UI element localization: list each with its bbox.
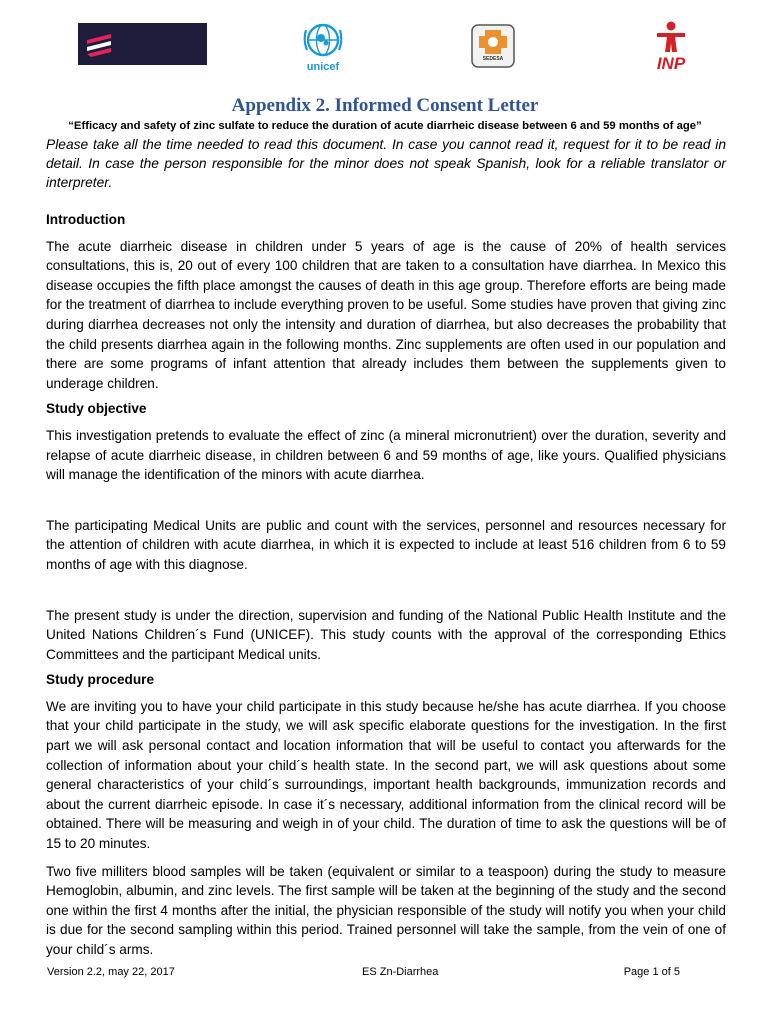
introduction-heading: Introduction (46, 212, 126, 227)
insp-logo (78, 23, 207, 65)
procedure-paragraph-1: We are inviting you to have your child participate in this study because he/she has acute diarrhea. If you choose that your child participate in the study, we will ask specific elaborate questions for the investigation. In the first part we will ask personal contact and location information that will be useful to contact you afterwards for the collection of information about your child´s health state. In the second part, we will ask questions about some general characteristics of your child´s surroundings, important health backgrounds, immunization records and about the current diarrheic episode. In case it´s necessary, additional information from the clinical record will be obtained. There will be measuring and weigh in of your child. The duration of time to ask the questions will be of 15 to 20 minutes. (46, 698, 726, 852)
document-title: Appendix 2. Informed Consent Letter (231, 95, 539, 116)
document-body (46, 135, 726, 960)
introduction-paragraph: The acute diarrheic disease in children under 5 years of age is the cause of 20% of health services consultations, this is, 20 out of every 100 children that are taken to a consultation have diarrhea. In Mexico this disease occupies the fifth place amongst the causes of death in this age group. Therefore efforts are being made for the treatment of diarrhea to include everything proven to be useful. Some studies have proven that giving zinc during diarrhea decreases not only the intensity and duration of diarrhea, but also decreases the probability that the child presents diarrhea again in the following months. Zinc supplements are often used in our population and there are some programs of infant attention that already includes them between the supplements given to underage children. (46, 238, 726, 391)
procedure-heading: Study procedure (46, 672, 155, 688)
procedure-paragraph-2: Two five milliters blood samples will be taken (equivalent or similar to a teaspoon) during the study to measure Hemoglobin, albumin, and zinc levels. The first sample will be taken at the beginning of the study and the second one within the first 4 months after the initial, the physician responsible of the study will notify you when your child is due for the second sampling within this period. Trained personnel will take the sample, from the vein of one of your child´s arms. (46, 863, 726, 957)
unicef-logo-text: unicef (306, 61, 340, 73)
logo-bar (0, 20, 770, 72)
footer-page-number: Page 1 of 5 (623, 966, 680, 978)
objective-paragraph-1: This investigation pretends to evaluate the effect of zinc (a mineral micronutrient) over the duration, severity and relapse of acute diarrheic disease, in children between 6 and 59 months of age, like yours. Qualified physicians will manage the identification of the minors with acute diarrhea. (46, 427, 726, 483)
inp-logo (651, 20, 691, 72)
inp-figure-icon (651, 20, 691, 54)
unicef-logo (300, 20, 346, 72)
unicef-globe-icon (302, 20, 344, 60)
objective-paragraph-3: The present study is under the direction, supervision and funding of the National Public Health Institute and the United Nations Children´s Fund (UNICEF). This study counts with the approval of the corresponding Ethics Committees and the participant Medical units. (46, 607, 726, 662)
sedesa-shield-icon (469, 22, 517, 70)
insp-emblem-icon (83, 28, 115, 60)
reading-note: Please take all the time needed to read this document. In case you cannot read it, request for it to be read in detail. In case the person responsible for the minor does not speak Spanish, look for a reliable translator or interpreter. (46, 137, 726, 190)
sedesa-logo-text: SEDESA (482, 56, 504, 62)
footer-version: Version 2.2, may 22, 2017 (47, 966, 175, 978)
inp-logo-text: INP (656, 54, 686, 73)
sedesa-logo (469, 22, 517, 70)
objective-paragraph-2: The participating Medical Units are public and count with the services, personnel and resources necessary for the attention of children with acute diarrhea, in which it is expected to include at least 516 children from 6 to 59 months of age with this diagnose. (46, 517, 726, 572)
footer-study-code: ES Zn-Diarrhea (362, 966, 439, 978)
document-subtitle: “Efficacy and safety of zinc sulfate to reduce the duration of acute diarrheic disease between 6 and 59 months of age” (68, 120, 702, 132)
objective-heading: Study objective (46, 401, 147, 417)
